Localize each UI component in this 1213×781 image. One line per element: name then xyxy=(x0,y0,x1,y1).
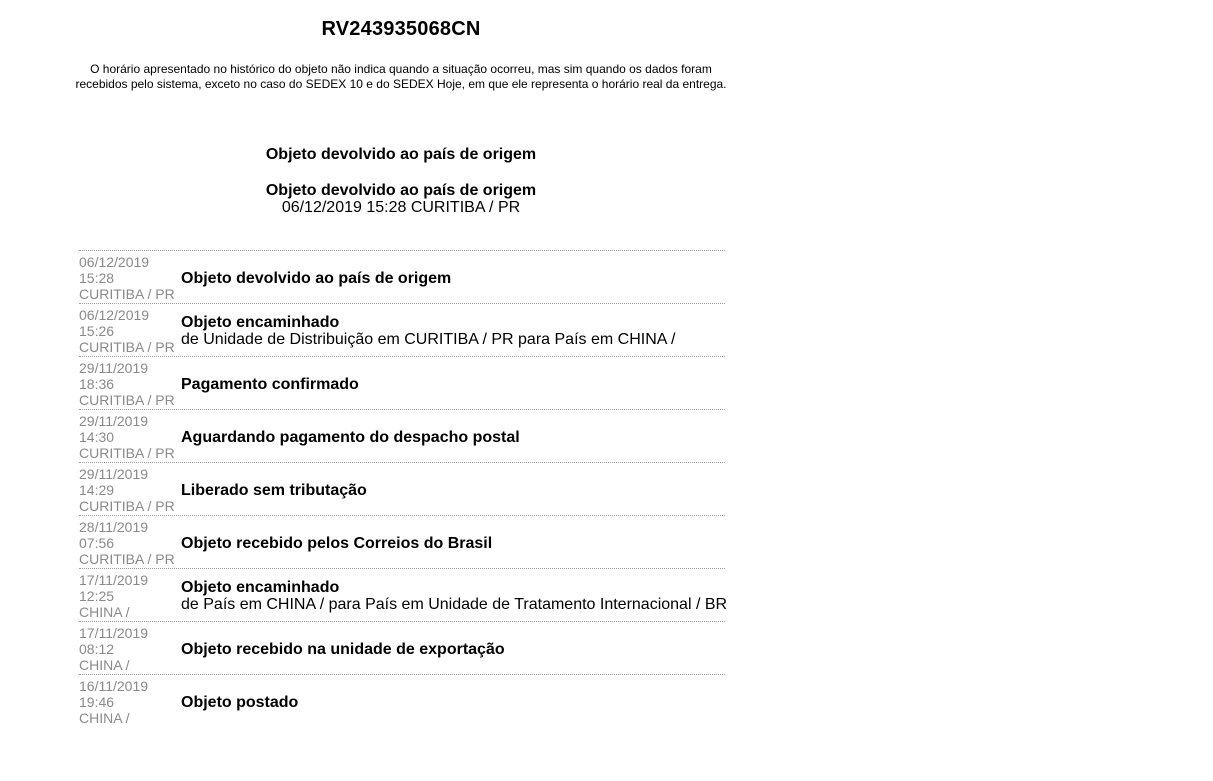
event-location: CURITIBA / PR xyxy=(79,498,175,514)
event-row xyxy=(79,356,725,409)
event-body xyxy=(181,641,505,658)
event-date: 28/11/2019 xyxy=(79,519,149,535)
event-time: 12:25 xyxy=(79,588,115,604)
event-time: 07:56 xyxy=(79,535,115,551)
latest-event-datetime-location: 06/12/2019 15:28 CURITIBA / PR xyxy=(281,199,521,216)
event-row xyxy=(79,250,725,303)
event-location: CURITIBA / PR xyxy=(79,551,175,567)
event-status: Objeto recebido pelos Correios do Brasil xyxy=(181,534,493,552)
event-location: CHINA / xyxy=(79,657,130,673)
latest-event-summary xyxy=(0,182,802,216)
event-location: CURITIBA / PR xyxy=(79,445,175,461)
event-location: CHINA / xyxy=(79,604,130,620)
event-body xyxy=(181,376,359,393)
event-history-list xyxy=(79,250,728,727)
event-time: 08:12 xyxy=(79,641,115,657)
event-date: 16/11/2019 xyxy=(79,678,149,694)
event-location: CURITIBA / PR xyxy=(79,286,175,302)
event-date: 29/11/2019 xyxy=(79,360,149,376)
event-time: 14:30 xyxy=(79,429,115,445)
event-status: Objeto encaminhado xyxy=(181,314,340,331)
event-body xyxy=(181,535,492,552)
event-row xyxy=(79,303,725,356)
event-status: Objeto devolvido ao país de origem xyxy=(181,269,452,287)
tracking-code-title: RV243935068CN xyxy=(321,18,481,40)
event-status: Objeto encaminhado xyxy=(181,579,340,596)
event-meta xyxy=(79,360,181,408)
event-meta xyxy=(79,413,181,461)
event-row xyxy=(79,621,725,674)
event-meta xyxy=(79,466,181,514)
event-time: 14:29 xyxy=(79,482,115,498)
event-meta xyxy=(79,254,181,302)
event-meta xyxy=(79,307,181,355)
event-time: 15:28 xyxy=(79,270,115,286)
current-status-heading: Objeto devolvido ao país de origem xyxy=(265,146,537,163)
event-row xyxy=(79,674,725,727)
event-meta xyxy=(79,678,181,726)
event-status: Pagamento confirmado xyxy=(181,375,359,393)
event-detail: de Unidade de Distribuição em CURITIBA / PR para País em CHINA / xyxy=(181,331,676,348)
event-body xyxy=(181,270,451,287)
event-body xyxy=(181,429,520,446)
event-date: 17/11/2019 xyxy=(79,625,149,641)
time-notice-line-2: recebidos pelo sistema, exceto no caso do SEDEX 10 e do SEDEX Hoje, em que ele representa o horário real da entrega. xyxy=(75,77,727,91)
event-body xyxy=(181,579,727,613)
event-status: Objeto recebido na unidade de exportação xyxy=(181,640,505,658)
event-status: Objeto postado xyxy=(181,693,299,711)
event-status: Aguardando pagamento do despacho postal xyxy=(181,428,520,446)
time-notice-line-1: O horário apresentado no histórico do objeto não indica quando a situação ocorreu, mas sim quando os dados foram xyxy=(90,62,712,76)
event-body xyxy=(181,694,298,711)
event-date: 06/12/2019 xyxy=(79,254,150,270)
event-date: 06/12/2019 xyxy=(79,307,150,323)
event-location: CURITIBA / PR xyxy=(79,339,175,355)
event-meta xyxy=(79,519,181,567)
event-row xyxy=(79,568,728,621)
event-row xyxy=(79,409,725,462)
event-time: 18:36 xyxy=(79,376,115,392)
event-meta xyxy=(79,625,181,673)
event-body xyxy=(181,482,367,499)
event-status: Liberado sem tributação xyxy=(181,481,367,499)
event-row xyxy=(79,515,725,568)
latest-event-status: Objeto devolvido ao país de origem xyxy=(265,182,537,199)
event-date: 29/11/2019 xyxy=(79,466,149,482)
time-notice xyxy=(40,62,762,92)
event-date: 17/11/2019 xyxy=(79,572,149,588)
event-detail: de País em CHINA / para País em Unidade de Tratamento Internacional / BR xyxy=(181,596,728,613)
event-location: CURITIBA / PR xyxy=(79,392,175,408)
event-time: 19:46 xyxy=(79,694,115,710)
event-date: 29/11/2019 xyxy=(79,413,149,429)
event-row xyxy=(79,462,725,515)
event-meta xyxy=(79,572,181,620)
event-body xyxy=(181,314,675,348)
event-time: 15:26 xyxy=(79,323,115,339)
event-location: CHINA / xyxy=(79,710,130,726)
